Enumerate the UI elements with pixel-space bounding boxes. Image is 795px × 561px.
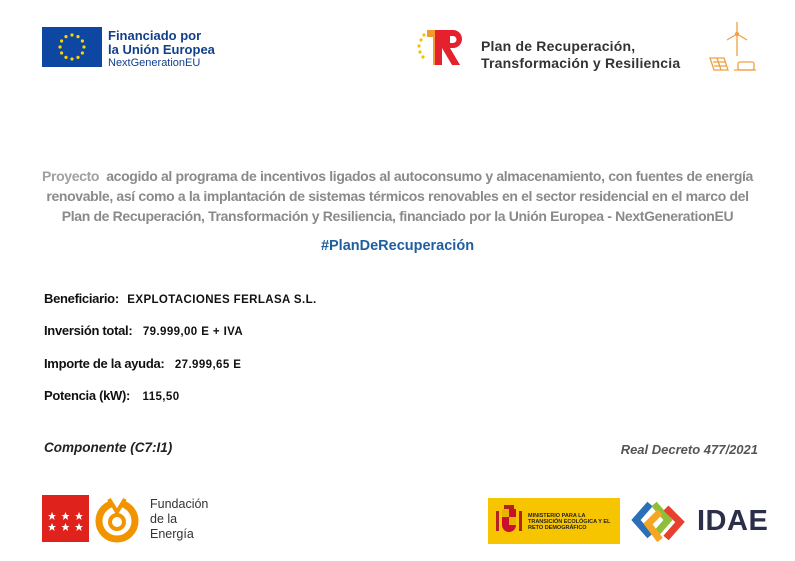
project-line-3: Plan de Recuperación, Transformación y Resiliencia, financiado por la Unión Europea - NextGenerationEU bbox=[61, 208, 734, 224]
madrid-flag-icon bbox=[42, 495, 89, 542]
investment-value: 79.999,00 E + IVA bbox=[142, 326, 244, 338]
idae-label: IDAE bbox=[697, 505, 769, 537]
project-line-2: renovable, así como a la implantación de sistemas térmicos renovables en el sector residencial en el marco del bbox=[46, 188, 749, 204]
spain-coat-of-arms-icon bbox=[494, 505, 524, 537]
beneficiary-row bbox=[44, 290, 317, 308]
aid-label: Importe de la ayuda: bbox=[44, 356, 165, 371]
eu-flag-icon bbox=[42, 27, 102, 67]
idae-logo-icon bbox=[630, 498, 692, 546]
eu-funded-line1: Financiado por bbox=[108, 28, 202, 43]
power-label: Potencia (kW): bbox=[44, 388, 131, 403]
component-label: Componente (C7:I1) bbox=[44, 440, 173, 455]
beneficiary-label: Beneficiario: bbox=[44, 291, 119, 306]
prtr-title-line1: Plan de Recuperación, bbox=[481, 38, 636, 54]
project-description bbox=[30, 166, 765, 226]
fundacion-line1: Fundación bbox=[150, 497, 209, 511]
prtr-logo-icon bbox=[415, 24, 467, 70]
aid-value: 27.999,65 E bbox=[174, 359, 242, 371]
power-row bbox=[44, 387, 180, 405]
hashtag-plan: #PlanDeRecuperación bbox=[320, 238, 475, 254]
decree-label: Real Decreto 477/2021 bbox=[620, 442, 758, 457]
eu-nextgen-label: NextGenerationEU bbox=[108, 57, 201, 69]
fundacion-line2: de la bbox=[150, 512, 178, 526]
power-value: 115,50 bbox=[142, 391, 180, 403]
project-lead-word: Proyecto bbox=[42, 168, 100, 184]
fundacion-line3: Energía bbox=[150, 527, 194, 541]
renewable-energy-icon bbox=[704, 20, 760, 76]
prtr-title-line2: Transformación y Resiliencia bbox=[481, 55, 681, 71]
ministerio-text: MINISTERIO PARA LA TRANSICIÓN ECOLÓGICA Y EL RETO DEMOGRÁFICO bbox=[528, 513, 611, 531]
aid-row bbox=[44, 355, 241, 373]
eu-funded-line2: la Unión Europea bbox=[108, 42, 215, 57]
investment-row bbox=[44, 322, 243, 340]
beneficiary-value: EXPLOTACIONES FERLASA S.L. bbox=[127, 294, 317, 306]
investment-label: Inversión total: bbox=[44, 323, 133, 338]
project-line-1: acogido al programa de incentivos ligados al autoconsumo y almacenamiento, con fuentes de energía bbox=[106, 168, 753, 184]
fundacion-energia-icon bbox=[93, 495, 141, 543]
